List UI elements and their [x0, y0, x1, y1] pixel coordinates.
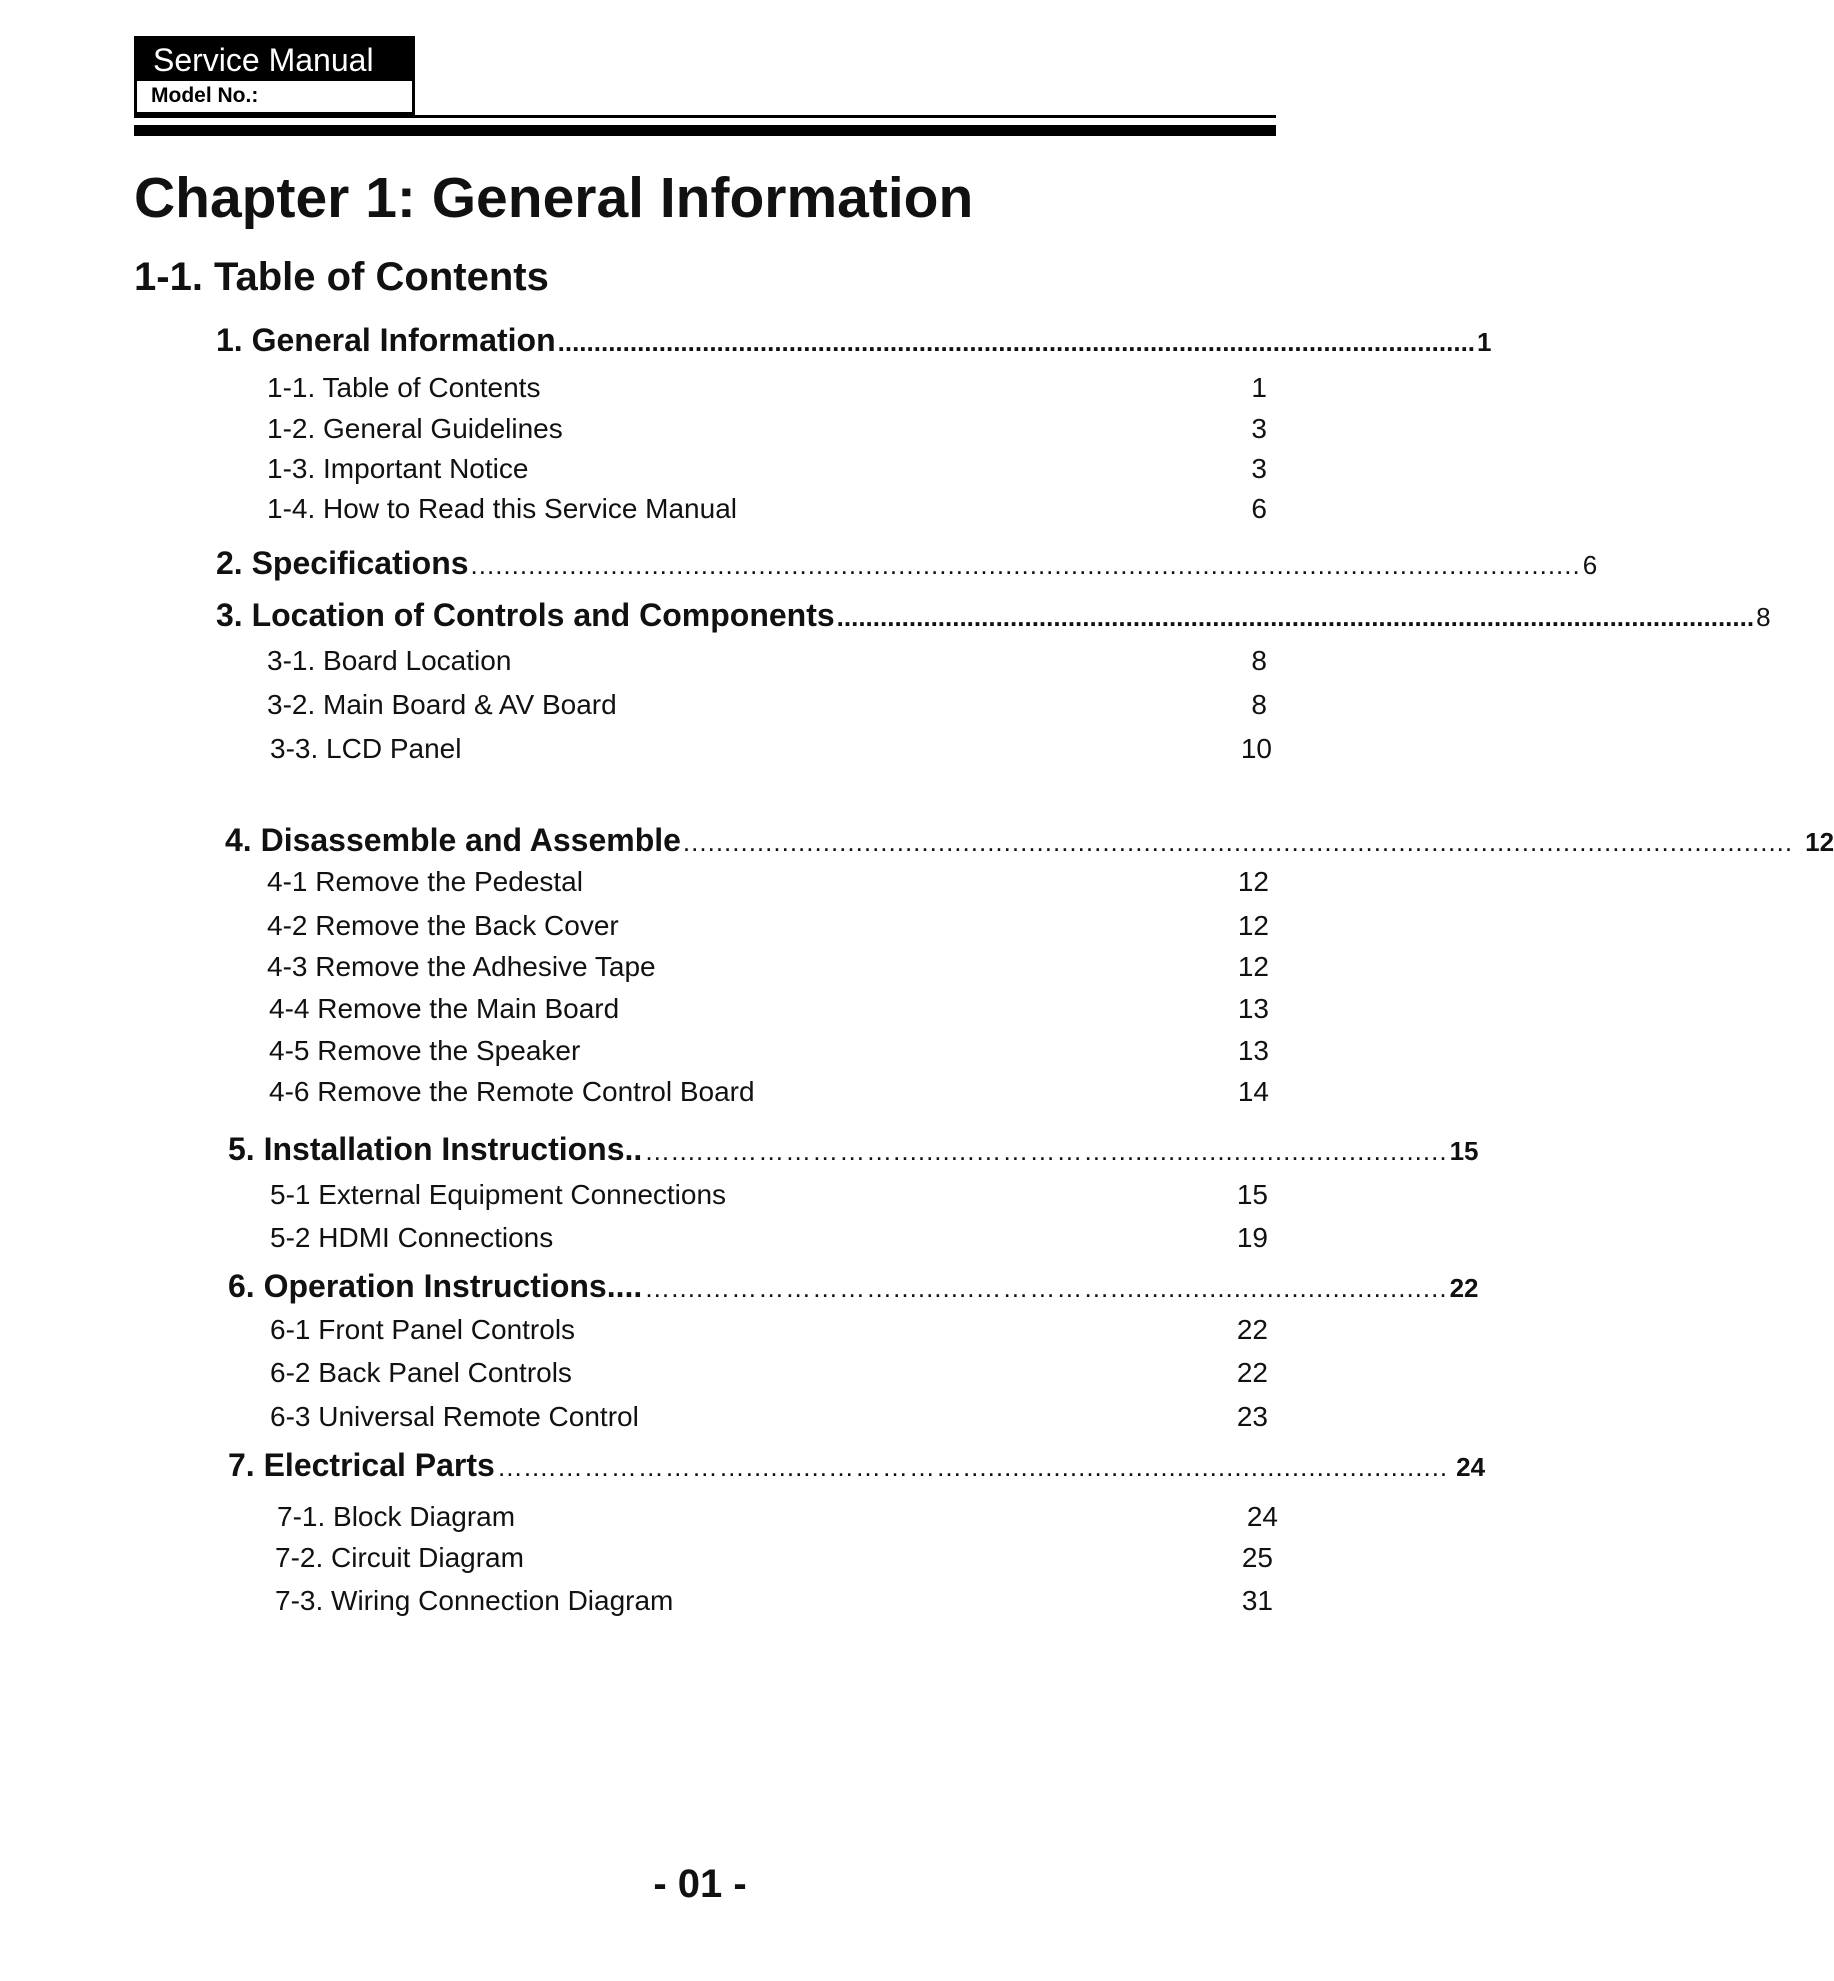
toc-entry-page: 8 [1756, 602, 1771, 632]
toc-entry [267, 951, 1269, 983]
toc-entry [270, 1357, 1268, 1389]
toc-entry-page: 1 [1251, 372, 1267, 403]
toc-entry [270, 1314, 1268, 1346]
chapter-title: Chapter 1: General Information [134, 166, 974, 230]
toc-entry-label: 4-3 Remove the Adhesive Tape [267, 951, 656, 982]
toc-leader: ............................................................................................................................... [557, 327, 1476, 357]
toc-entry-label: 1-4. How to Read this Service Manual [267, 493, 737, 524]
toc-entry-label: 6-3 Universal Remote Control [270, 1401, 639, 1432]
toc-entry-label: 6-2 Back Panel Controls [270, 1357, 572, 1388]
toc-entry [267, 689, 1267, 721]
toc-entry-label: 1-2. General Guidelines [267, 413, 563, 444]
toc-entry-page: 12 [1237, 910, 1269, 941]
model-number-label: Model No.: [151, 84, 259, 107]
toc-entry-page: 22 [1449, 1273, 1479, 1303]
toc-entry [228, 1268, 1479, 1305]
toc-entry-label: 3-2. Main Board & AV Board [267, 689, 617, 720]
toc-entry [216, 322, 1492, 359]
toc-entry-label: 4-1 Remove the Pedestal [267, 866, 583, 897]
toc-entry [216, 597, 1771, 634]
header-box [134, 36, 415, 115]
toc-entry [267, 413, 1267, 445]
toc-entry-page: 19 [1236, 1222, 1268, 1253]
toc-entry [269, 993, 1269, 1025]
toc-entry [267, 910, 1269, 942]
toc-entry-label: 1-1. Table of Contents [267, 372, 541, 403]
toc-entry-page: 22 [1236, 1314, 1268, 1345]
toc-entry-label: 7. Electrical Parts [228, 1447, 495, 1483]
toc-entry-label: 5. Installation Instructions.. [228, 1131, 643, 1167]
toc-entry [267, 645, 1267, 677]
toc-entry-page: 6 [1251, 493, 1267, 524]
toc-entry-label: 6. Operation Instructions.... [228, 1268, 643, 1304]
toc-entry-page: 22 [1236, 1357, 1268, 1388]
section-title: 1-1. Table of Contents [134, 255, 549, 299]
toc-entry-page: 15 [1236, 1179, 1268, 1210]
toc-entry-label: 3. Location of Controls and Components [216, 597, 835, 633]
toc-entry [225, 822, 1834, 859]
toc-entry-label: 7-2. Circuit Diagram [275, 1542, 524, 1573]
toc-entry-page: 6 [1582, 550, 1598, 580]
toc-entry-page: 14 [1237, 1076, 1269, 1107]
toc-entry-page: 13 [1237, 1035, 1269, 1066]
toc-entry [275, 1542, 1273, 1574]
toc-entry-page: 12 [1237, 951, 1269, 982]
toc-entry-label: 1. General Information [216, 322, 556, 358]
toc-entry-label: 1-3. Important Notice [267, 453, 529, 484]
toc-entry-page: 1 [1477, 327, 1492, 357]
toc-entry-label: 3-3. LCD Panel [270, 733, 462, 764]
toc-entry-label: 7-1. Block Diagram [277, 1501, 516, 1532]
toc-entry-page: 24 [1456, 1452, 1486, 1482]
toc-entry [275, 1585, 1273, 1617]
toc-entry-page: 25 [1241, 1542, 1273, 1573]
toc-entry-label: 3-1. Board Location [267, 645, 512, 676]
toc-entry [269, 1076, 1269, 1108]
toc-entry-page: 31 [1241, 1585, 1273, 1616]
toc-leader: …....…………………..........……………........................................................... [496, 1452, 1449, 1482]
toc-entry-label: 2. Specifications [216, 545, 469, 581]
toc-entry [270, 1401, 1268, 1433]
toc-entry-label: 5-1 External Equipment Connections [270, 1179, 727, 1210]
toc-entry [267, 453, 1267, 485]
toc-entry [269, 1035, 1269, 1067]
toc-entry-page: 13 [1237, 993, 1269, 1024]
toc-entry-label: 7-3. Wiring Connection Diagram [275, 1585, 674, 1616]
toc-entry-page: 8 [1251, 689, 1267, 720]
toc-entry [270, 1222, 1268, 1254]
toc-entry [228, 1131, 1479, 1168]
toc-entry [270, 1179, 1268, 1211]
toc-entry [267, 866, 1269, 898]
toc-entry-label: 4-6 Remove the Remote Control Board [269, 1076, 755, 1107]
toc-entry [267, 372, 1267, 404]
toc-entry-label: 4-4 Remove the Main Board [269, 993, 620, 1024]
page-number: - 01 - [653, 1862, 747, 1906]
service-manual-label: Service Manual [137, 39, 412, 81]
toc-entry [270, 733, 1272, 765]
toc-entry [216, 545, 1598, 582]
toc-leader: ............................................................................................................................... [836, 602, 1755, 632]
header-rule-thin [134, 115, 1276, 118]
toc-entry-page: 8 [1251, 645, 1267, 676]
header-rule-thick [134, 125, 1276, 136]
toc-entry-page: 3 [1251, 413, 1267, 444]
toc-entry-label: 4-2 Remove the Back Cover [267, 910, 619, 941]
toc-leader: …....…………………..........……………......................................... [644, 1136, 1448, 1166]
toc-entry-page: 10 [1240, 733, 1272, 764]
toc-entry-label: 5-2 HDMI Connections [270, 1222, 554, 1253]
toc-entry-label: 6-1 Front Panel Controls [270, 1314, 576, 1345]
toc-entry [277, 1501, 1278, 1533]
toc-leader: …....…………………..........……………......................................... [644, 1273, 1448, 1303]
toc-leader: ....................................................................................................................................... [682, 827, 1794, 857]
toc-entry-page: 12 [1237, 866, 1269, 897]
toc-entry-page: 23 [1236, 1401, 1268, 1432]
toc-entry [267, 493, 1267, 525]
toc-entry-page: 12 [1805, 827, 1834, 857]
toc-entry-page: 3 [1251, 453, 1267, 484]
toc-entry-label: 4-5 Remove the Speaker [269, 1035, 581, 1066]
toc-entry-page: 15 [1449, 1136, 1479, 1166]
toc-entry-label: 4. Disassemble and Assemble [225, 822, 681, 858]
toc-entry [228, 1447, 1486, 1484]
toc-entry-page: 24 [1246, 1501, 1278, 1532]
toc-leader: ....................................................................................................................................... [470, 550, 1581, 580]
